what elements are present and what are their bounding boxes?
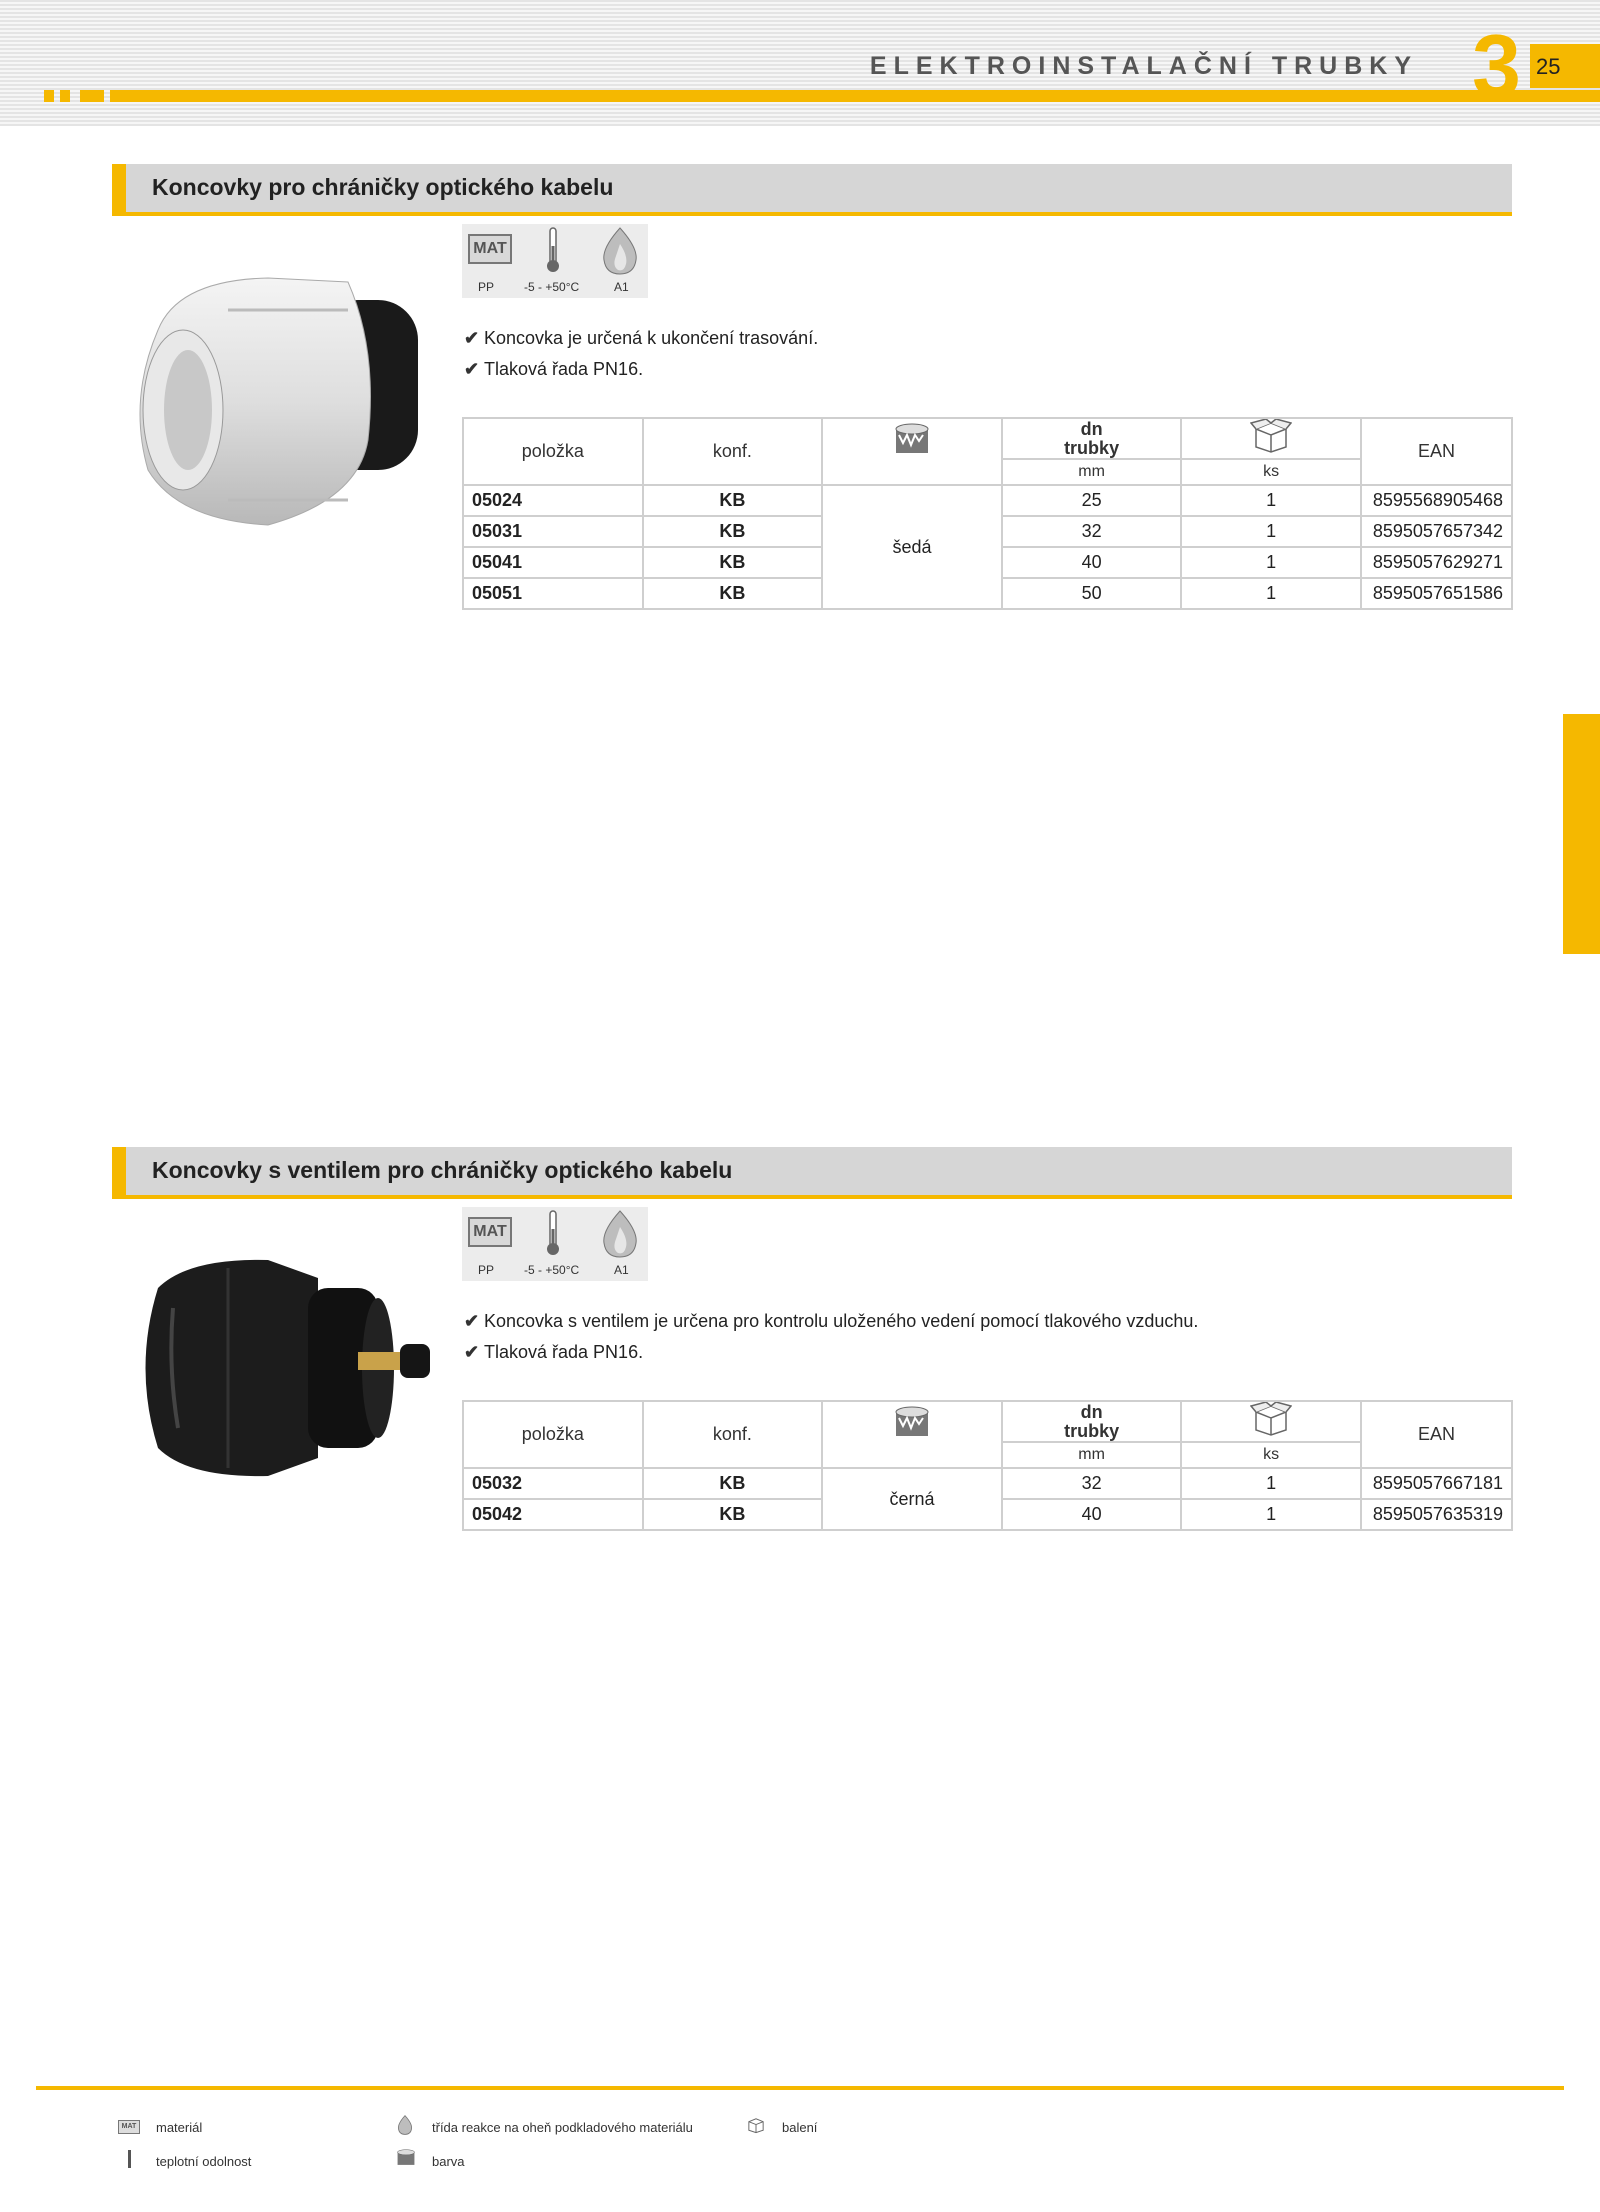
material-value: PP <box>478 280 495 294</box>
legend-box-icon <box>746 2116 766 2134</box>
fire-class-value: A1 <box>614 1263 629 1277</box>
thermometer-icon <box>544 1209 562 1257</box>
legend-packing: balení <box>782 2120 818 2135</box>
product-table <box>462 1400 1513 1531</box>
material-icon: MAT <box>468 1217 512 1247</box>
paint-bucket-icon <box>893 421 931 455</box>
header-block <box>44 90 54 102</box>
ks-value: 1 <box>1181 547 1361 578</box>
check-icon: ✔ <box>464 1342 480 1362</box>
ean-value: 8595057629271 <box>1361 547 1512 578</box>
conf-value: KB <box>643 547 823 578</box>
col-header-item: položka <box>463 418 643 485</box>
col-header-conf: konf. <box>643 1401 823 1468</box>
unit-mm: mm <box>1002 1442 1182 1468</box>
conf-value: KB <box>643 485 823 516</box>
temperature-value: -5 - +50°C <box>524 1263 580 1277</box>
feature-text: Koncovka s ventilem je určena pro kontrolu uloženého vedení pomocí tlakového vzduchu. <box>484 1311 1199 1331</box>
col-header-color <box>822 1401 1002 1468</box>
paint-bucket-icon <box>893 1404 931 1438</box>
dn-value: 40 <box>1002 547 1182 578</box>
flame-icon <box>598 226 642 276</box>
chapter-side-tab <box>1563 714 1600 954</box>
col-header-packing <box>1181 1401 1361 1442</box>
feature-text: Koncovka je určená k ukončení trasování. <box>484 328 819 348</box>
temperature-value: -5 - +50°C <box>524 280 580 294</box>
product-image-end-cap <box>118 270 428 530</box>
ean-value: 8595057651586 <box>1361 578 1512 609</box>
material-value: PP <box>478 1263 495 1277</box>
properties-panel <box>462 224 648 298</box>
chapter-title: ELEKTROINSTALAČNÍ TRUBKY <box>869 52 1418 80</box>
legend-temperature: teplotní odolnost <box>156 2154 252 2169</box>
legend-color: barva <box>432 2154 465 2169</box>
properties-panel <box>462 1207 648 1281</box>
section-header <box>112 164 1512 216</box>
section-accent <box>112 164 126 216</box>
feature-bullet <box>464 359 643 380</box>
ean-value: 8595057635319 <box>1361 1499 1512 1530</box>
table-row <box>463 485 1512 516</box>
item-code: 05024 <box>463 485 643 516</box>
ean-value: 8595568905468 <box>1361 485 1512 516</box>
item-code: 05031 <box>463 516 643 547</box>
feature-bullet <box>464 1342 643 1363</box>
page-number: 25 <box>1536 54 1561 79</box>
legend-material: materiál <box>156 2120 203 2135</box>
col-header-packing <box>1181 418 1361 459</box>
dn-value: 40 <box>1002 1499 1182 1530</box>
item-code: 05042 <box>463 1499 643 1530</box>
ks-value: 1 <box>1181 485 1361 516</box>
color-value: šedá <box>822 485 1002 609</box>
col-header-conf: konf. <box>643 418 823 485</box>
item-code: 05051 <box>463 578 643 609</box>
dn-value: 50 <box>1002 578 1182 609</box>
dn-value: 32 <box>1002 1468 1182 1499</box>
col-header-dn: dn trubky <box>1002 418 1182 459</box>
feature-text: Tlaková řada PN16. <box>484 359 644 379</box>
product-table <box>462 417 1513 610</box>
header-accent-line <box>110 90 1600 102</box>
conf-value: KB <box>643 1499 823 1530</box>
check-icon: ✔ <box>464 328 480 348</box>
ean-value: 8595057667181 <box>1361 1468 1512 1499</box>
chapter-number: 3 <box>1472 16 1521 115</box>
ks-value: 1 <box>1181 1499 1361 1530</box>
col-header-ean: EAN <box>1361 418 1512 485</box>
section-accent <box>112 1147 126 1199</box>
unit-ks: ks <box>1181 459 1361 485</box>
feature-bullet <box>464 1311 1198 1332</box>
check-icon: ✔ <box>464 1311 480 1331</box>
dn-value: 25 <box>1002 485 1182 516</box>
header-block <box>80 90 104 102</box>
feature-text: Tlaková řada PN16. <box>484 1342 644 1362</box>
fire-class-value: A1 <box>614 280 629 294</box>
col-header-dn: dn trubky <box>1002 1401 1182 1442</box>
legend-paint-bucket-icon <box>396 2148 416 2166</box>
conf-value: KB <box>643 578 823 609</box>
footer-accent-line <box>36 2086 1564 2090</box>
color-value: černá <box>822 1468 1002 1530</box>
section-title: Koncovky pro chráničky optického kabelu <box>152 174 614 200</box>
col-header-color <box>822 418 1002 485</box>
legend-flame-icon <box>396 2114 414 2136</box>
legend-fire-class: třída reakce na oheň podkladového materiálu <box>432 2120 693 2135</box>
legend-material-icon: MAT <box>118 2120 140 2134</box>
conf-value: KB <box>643 516 823 547</box>
header-block <box>60 90 70 102</box>
ks-value: 1 <box>1181 516 1361 547</box>
col-header-item: položka <box>463 1401 643 1468</box>
flame-icon <box>598 1209 642 1259</box>
product-image-valve-end-cap <box>128 1248 438 1488</box>
conf-value: KB <box>643 1468 823 1499</box>
item-code: 05032 <box>463 1468 643 1499</box>
box-icon <box>1250 419 1292 453</box>
ks-value: 1 <box>1181 578 1361 609</box>
feature-bullet <box>464 328 818 349</box>
box-icon <box>1250 1402 1292 1436</box>
unit-ks: ks <box>1181 1442 1361 1468</box>
col-header-ean: EAN <box>1361 1401 1512 1468</box>
check-icon: ✔ <box>464 359 480 379</box>
dn-value: 32 <box>1002 516 1182 547</box>
unit-mm: mm <box>1002 459 1182 485</box>
section-header <box>112 1147 1512 1199</box>
ks-value: 1 <box>1181 1468 1361 1499</box>
section-title: Koncovky s ventilem pro chráničky optického kabelu <box>152 1157 733 1183</box>
ean-value: 8595057657342 <box>1361 516 1512 547</box>
material-icon: MAT <box>468 234 512 264</box>
table-row <box>463 1468 1512 1499</box>
legend-thermometer-icon <box>128 2150 131 2168</box>
item-code: 05041 <box>463 547 643 578</box>
thermometer-icon <box>544 226 562 274</box>
